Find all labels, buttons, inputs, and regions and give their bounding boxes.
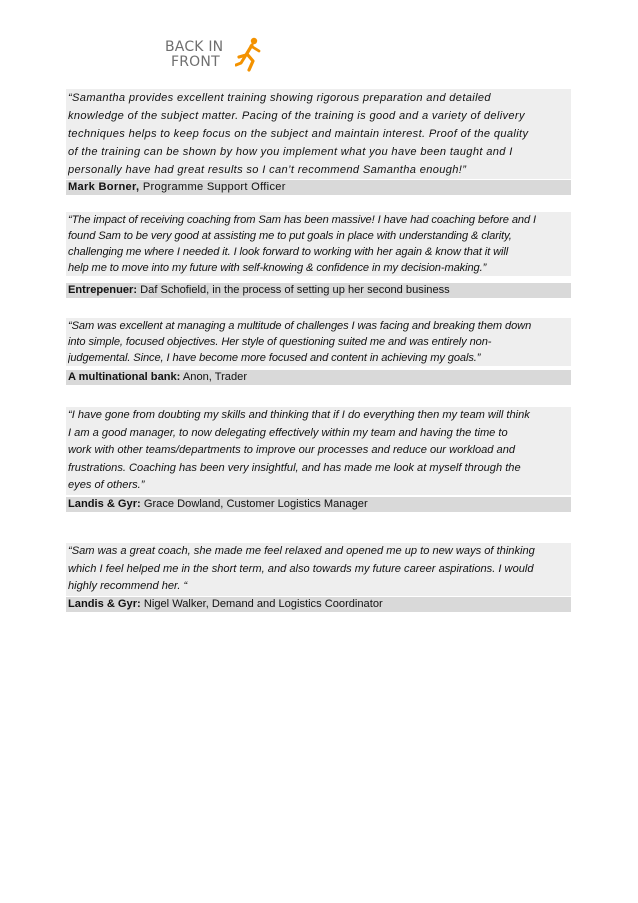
quote-line: highly recommend her. “ — [68, 580, 188, 593]
attribution-source: Landis & Gyr: — [68, 598, 141, 610]
quote-line: which I feel helped me in the short term, and also towards my future career aspirations. I would — [68, 562, 534, 575]
quote-line: into simple, focused objectives. Her style of questioning suited me and was entirely non- — [68, 336, 492, 348]
quote-line: “Samantha provides excellent training showing rigorous preparation and detailed — [68, 92, 491, 104]
quote-line: work with other teams/departments to improve our processes and reduce our workload and — [68, 444, 516, 457]
quote-line: challenging me where I needed it. I look forward to working with her again & know that it will — [68, 246, 509, 258]
testimonial-attribution — [66, 370, 571, 385]
attribution-source: Mark Borner, — [68, 181, 140, 193]
quote-line: of the training can be shown by how you implement what you have been taught and I — [68, 146, 513, 158]
quote-line: frustrations. Coaching has been very insightful, and has made me look at myself through the — [68, 461, 521, 474]
attribution-person: Nigel Walker, Demand and Logistics Coordinator — [143, 598, 383, 610]
attribution-person: Daf Schofield, in the process of setting up her second business — [140, 284, 450, 296]
attribution-source: Entrepenuer: — [68, 284, 138, 296]
testimonial-attribution — [66, 597, 571, 612]
quote-line: techniques helps to keep focus on the subject and maintain interest. Proof of the quality — [68, 128, 529, 140]
quote-line: I am a good manager, to now delegating effectively within my team and having the time to — [68, 426, 508, 439]
quote-line: “The impact of receiving coaching from Sam has been massive! I have had coaching before and I — [68, 214, 536, 226]
attribution-person: Programme Support Officer — [142, 181, 286, 193]
quote-line: personally have had great results so I can’t recommend Samantha enough!” — [68, 164, 467, 176]
quote-line: help me to move into my future with self-knowing & confidence in my decision-making.” — [68, 262, 487, 274]
quote-line: found Sam to be very good at assisting me to put goals in place with understanding & clarity, — [68, 230, 512, 242]
testimonial-attribution — [66, 180, 571, 195]
running-man-icon — [235, 36, 263, 72]
testimonial-quote — [66, 543, 571, 596]
testimonial-quote — [66, 212, 571, 276]
testimonial-quote — [66, 89, 571, 179]
logo-text-line-2: FRONT — [171, 54, 220, 70]
quote-line: “I have gone from doubting my skills and thinking that if I do everything then my team will think — [68, 409, 530, 421]
attribution-source: A multinational bank: — [68, 371, 181, 383]
testimonial-quote — [66, 318, 571, 366]
testimonial-attribution — [66, 283, 571, 298]
logo-text-line-1: BACK IN — [165, 39, 224, 55]
attribution-source: Landis & Gyr: — [68, 498, 141, 510]
testimonial-quote — [66, 407, 571, 495]
quote-line: judgemental. Since, I have become more focused and content in achieving my goals.” — [68, 352, 481, 364]
quote-line: knowledge of the subject matter. Pacing of the training is good and a variety of delivery — [68, 110, 525, 122]
quote-line: eyes of others.” — [68, 479, 145, 492]
attribution-person: Anon, Trader — [182, 371, 248, 383]
quote-line: “Sam was excellent at managing a multitude of challenges I was facing and breaking them down — [68, 320, 532, 332]
quote-line: “Sam was a great coach, she made me feel relaxed and opened me up to new ways of thinking — [68, 545, 535, 557]
attribution-person: Grace Dowland, Customer Logistics Manager — [143, 498, 368, 510]
back-in-front-logo — [165, 36, 265, 76]
testimonial-attribution — [66, 497, 571, 512]
